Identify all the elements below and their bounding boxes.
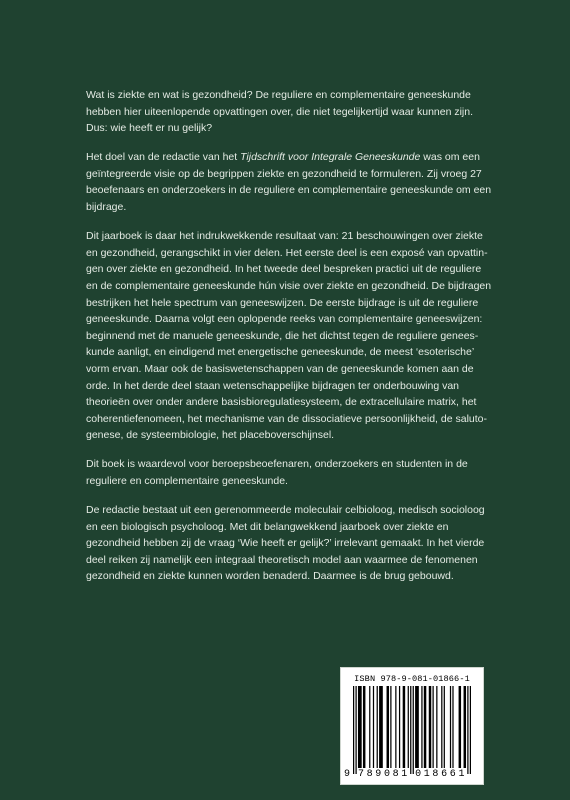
barcode-bar-12 (403, 686, 405, 768)
journal-title: Tijdschrift voor Integrale Geneeskunde (240, 151, 421, 164)
barcode-bar-20 (432, 686, 433, 768)
barcode-bar-24 (450, 686, 451, 768)
paragraph-goal-text-start: Het doel van de redactie van het (86, 151, 241, 164)
barcode-bar-4 (369, 686, 370, 768)
barcode-bar-27 (464, 686, 466, 768)
barcode-bar-14 (410, 686, 411, 774)
barcode-bar-29 (470, 686, 471, 774)
paragraph-audience (86, 456, 492, 489)
barcode-bar-15 (413, 686, 414, 774)
barcode-bar-28 (467, 686, 468, 774)
barcode-digits (344, 769, 480, 781)
paragraph-goal (86, 149, 492, 215)
barcode-bar-17 (421, 686, 422, 768)
barcode-bar-0 (353, 686, 354, 774)
barcode-bar-6 (377, 686, 378, 768)
barcode-bar-8 (387, 686, 389, 768)
paragraph-intro (86, 87, 492, 137)
barcode-bar-25 (452, 686, 453, 768)
barcode-bar-9 (390, 686, 391, 768)
barcode-bar-5 (373, 686, 374, 768)
paragraph-audience-text: Dit boek is waardevol voor beroepsbeoefenaren, onderzoekers en studenten in de reguliere en complementaire geneeskunde. (86, 458, 468, 487)
paragraph-contents (86, 228, 492, 444)
barcode-bar-21 (436, 686, 437, 768)
barcode-first-digit: 9 (344, 769, 351, 780)
barcode-bar-13 (408, 686, 409, 768)
barcode-bar-19 (429, 686, 431, 768)
barcode-bar-18 (424, 686, 426, 768)
paragraph-contents-text: Dit jaarboek is daar het indrukwekkende resultaat van: 21 beschouwingen over ziekte en gezondheid, gerangschikt in vier delen. Het eerste deel is een exposé van opvattingen over ziekte en gezondheid. In het tweede deel bespreken practici uit de reguliere en de complementaire geneeskunde hún visie over ziekte en gezondheid. De bijdragen bestrijken het hele spectrum van geneeswijzen. De eerste bijdrage is uit de reguliere geneeskunde. Daarna volgt een oplopende reeks van complementaire geneeswijzen: beginnend met de manuele geneeskunde, die het dichtst tegen de reguliere geneeskunde aanligt, en eindigend met energetische geneeskunde, de meest ‘esoterische’ vorm ervan. Maar ook de basiswetenschappen van de geneeskunde komen aan de orde. In het derde deel staan wetenschappelijke bijdragen ter onderbouwing van theorieën over onder andere basisbioregulatiesysteem, de extracellulaire matrix, het coherentiefenomeen, het mechanisme van de dissociatieve persoonlijkheid, de salutogenese, de systeembiologie, het placeboverschijnsel. (86, 230, 492, 442)
barcode-bar-22 (441, 686, 442, 768)
barcode-bar-16 (415, 686, 419, 768)
barcode-bars (353, 686, 471, 774)
barcode-bar-1 (355, 686, 356, 774)
barcode-bar-3 (363, 686, 365, 768)
barcode-bar-7 (379, 686, 383, 768)
barcode-left-digits: 789081 (357, 769, 410, 780)
barcode-bar-23 (444, 686, 445, 768)
barcode-right-digits: 018661 (415, 769, 468, 780)
blurb-text (86, 87, 492, 585)
barcode-bar-26 (459, 686, 461, 768)
paragraph-editors (86, 502, 492, 585)
paragraph-intro-text: Wat is ziekte en wat is gezondheid? De reguliere en complementaire geneeskunde hebben hier uiteenlopende opvattingen over, die niet tegelijkertijd waar kunnen zijn. Dus: wie heeft er nu gelijk? (86, 89, 474, 135)
paragraph-editors-text: De redactie bestaat uit een gerenommeerde moleculair celbioloog, medisch socioloog en een biologisch psycholoog. Met dit belangwekkend jaarboek over ziekte en gezondheid hebben zij de vraag ‘Wie heeft er gelijk?’ irrelevant gemaakt. In het vierde deel reiken zij namelijk een integraal theoretisch model aan waarmee de fenomenen gezondheid en ziekte kunnen worden benaderd. Daarmee is de brug gebouwd. (86, 504, 485, 583)
barcode-bar-11 (399, 686, 400, 768)
barcode-bar-10 (395, 686, 396, 768)
isbn-label: ISBN 978-9-081-01866-1 (354, 674, 470, 684)
paragraph-goal-text-end: was om een geïntegreerde visie op de begrippen ziekte en gezondheid te formuleren. Zij vroeg 27 beoefenaars en onderzoekers in de reguliere en complementaire geneeskunde om een bijdrage. (86, 151, 492, 214)
isbn-barcode (340, 667, 484, 785)
barcode-bar-2 (358, 686, 362, 768)
